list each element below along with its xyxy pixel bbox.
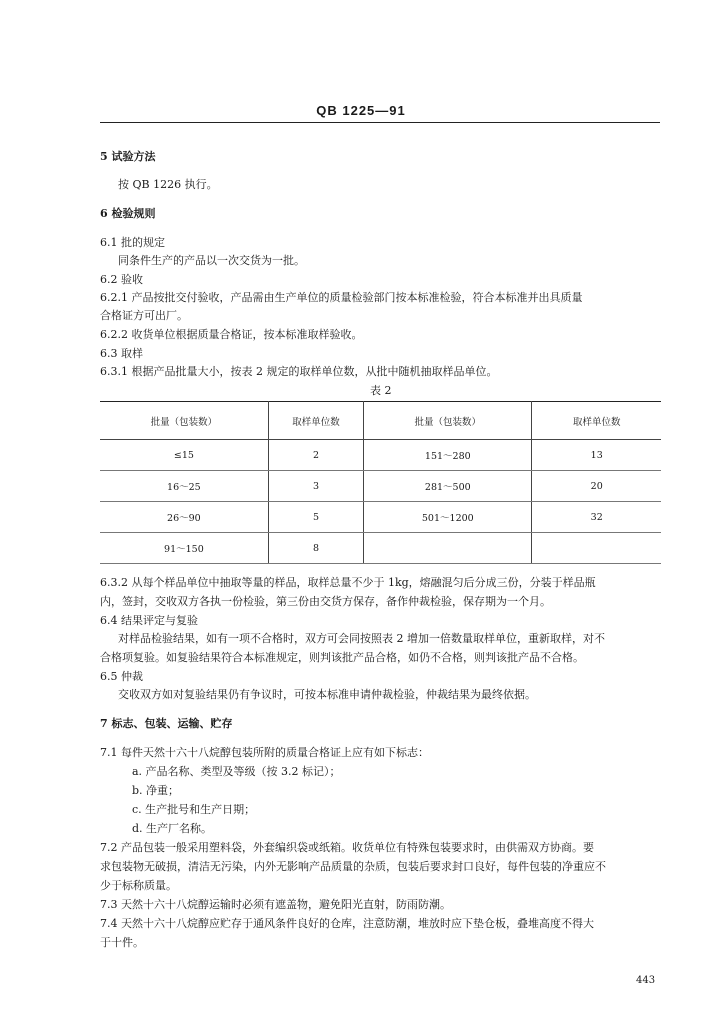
section-5-heading: 5 试验方法 <box>100 150 156 163</box>
clause-7-3: 7.3 天然十六十八烷醇运输时必须有遮盖物，避免阳光直射，防雨防潮。 <box>100 898 451 911</box>
table-cell: 32 <box>532 502 661 533</box>
clause-6-5-heading: 6.5 仲裁 <box>100 670 143 683</box>
table-cell: 3 <box>268 471 363 502</box>
table-cell: 16～25 <box>100 471 268 502</box>
clause-6-3-1: 6.3.1 根据产品批量大小，按表 2 规定的取样单位数，从批中随机抽取样品单位。 <box>100 365 498 378</box>
table-row <box>100 440 661 471</box>
table-cell: 8 <box>268 533 363 564</box>
table-row <box>100 502 661 533</box>
table-cell: 2 <box>268 440 363 471</box>
table-header-cell: 取样单位数 <box>532 402 661 440</box>
clause-6-5-text: 交收双方如对复验结果仍有争议时，可按本标准申请仲裁检验，仲裁结果为最终依据。 <box>118 688 536 701</box>
list-item-c: c. 生产批号和生产日期； <box>132 803 256 816</box>
clause-7-2-line3: 少于标称质量。 <box>100 879 177 892</box>
page-number: 443 <box>636 975 656 986</box>
list-item-d: d. 生产厂名称。 <box>132 822 213 835</box>
table-header-row <box>100 402 661 440</box>
doc-code-header: QB 1225—91 <box>316 103 406 118</box>
clause-6-3-2-line1: 6.3.2 从每个样品单位中抽取等量的样品，取样总量不少于 1kg，熔融混匀后分成三份，分装于样品瓶 <box>100 576 596 589</box>
clause-6-4-line1: 对样品检验结果，如有一项不合格时，双方可会同按照表 2 增加一倍数量取样单位，重新取样，对不 <box>118 632 605 645</box>
table-row <box>100 533 661 564</box>
table-2 <box>100 401 661 564</box>
table-cell: 20 <box>532 471 661 502</box>
clause-6-2-1-line1: 6.2.1 产品按批交付验收，产品需由生产单位的质量检验部门按本标准检验，符合本标准并出具质量 <box>100 291 583 304</box>
table-row <box>100 471 661 502</box>
clause-6-1-text: 同条件生产的产品以一次交货为一批。 <box>118 254 305 267</box>
table-cell <box>364 533 532 564</box>
table-cell: 26～90 <box>100 502 268 533</box>
clause-6-1-heading: 6.1 批的规定 <box>100 236 165 249</box>
clause-6-2-heading: 6.2 验收 <box>100 273 143 286</box>
clause-6-3-2-line2: 内，签封，交收双方各执一份检验，第三份由交货方保存，备作仲裁检验，保存期为一个月。 <box>100 595 551 608</box>
clause-7-4-line2: 于十件。 <box>100 936 144 949</box>
table-cell: 91～150 <box>100 533 268 564</box>
clause-7-2-line1: 7.2 产品包装一般采用塑料袋，外套编织袋或纸箱。收货单位有特殊包装要求时，由供需双方协商。要 <box>100 841 594 854</box>
table-header-cell: 批量（包装数） <box>100 402 268 440</box>
clause-6-3-heading: 6.3 取样 <box>100 347 143 360</box>
clause-7-1: 7.1 每件天然十六十八烷醇包装所附的质量合格证上应有如下标志： <box>100 746 429 759</box>
table-2-caption: 表 2 <box>370 384 392 397</box>
table-header-cell: 取样单位数 <box>268 402 363 440</box>
table-cell: 281～500 <box>364 471 532 502</box>
table-cell: ≤15 <box>100 440 268 471</box>
table-cell: 151～280 <box>364 440 532 471</box>
section-7-heading: 7 标志、包装、运输、贮存 <box>100 717 233 730</box>
clause-6-4-heading: 6.4 结果评定与复验 <box>100 614 198 627</box>
table-cell: 5 <box>268 502 363 533</box>
section-6-heading: 6 检验规则 <box>100 207 156 220</box>
clause-6-2-2: 6.2.2 收货单位根据质量合格证，按本标准取样验收。 <box>100 328 363 341</box>
clause-6-4-line2: 合格项复验。如复验结果符合本标准规定，则判该批产品合格，如仍不合格，则判该批产品不合格。 <box>100 651 584 664</box>
table-header-cell: 批量（包装数） <box>364 402 532 440</box>
clause-7-2-line2: 求包装物无破损，清洁无污染，内外无影响产品质量的杂质，包装后要求封口良好，每件包装的净重应不 <box>100 860 606 873</box>
table-cell: 501～1200 <box>364 502 532 533</box>
list-item-b: b. 净重； <box>132 784 180 797</box>
clause-7-4-line1: 7.4 天然十六十八烷醇应贮存于通风条件良好的仓库，注意防潮，堆放时应下垫仓板，叠堆高度不得大 <box>100 917 594 930</box>
section-5-text: 按 QB 1226 执行。 <box>118 178 218 191</box>
header-rule <box>100 122 660 123</box>
table-cell: 13 <box>532 440 661 471</box>
table-cell <box>532 533 661 564</box>
clause-6-2-1-line2: 合格证方可出厂。 <box>100 309 188 322</box>
list-item-a: a. 产品名称、类型及等级（按 3.2 标记）； <box>132 765 341 778</box>
